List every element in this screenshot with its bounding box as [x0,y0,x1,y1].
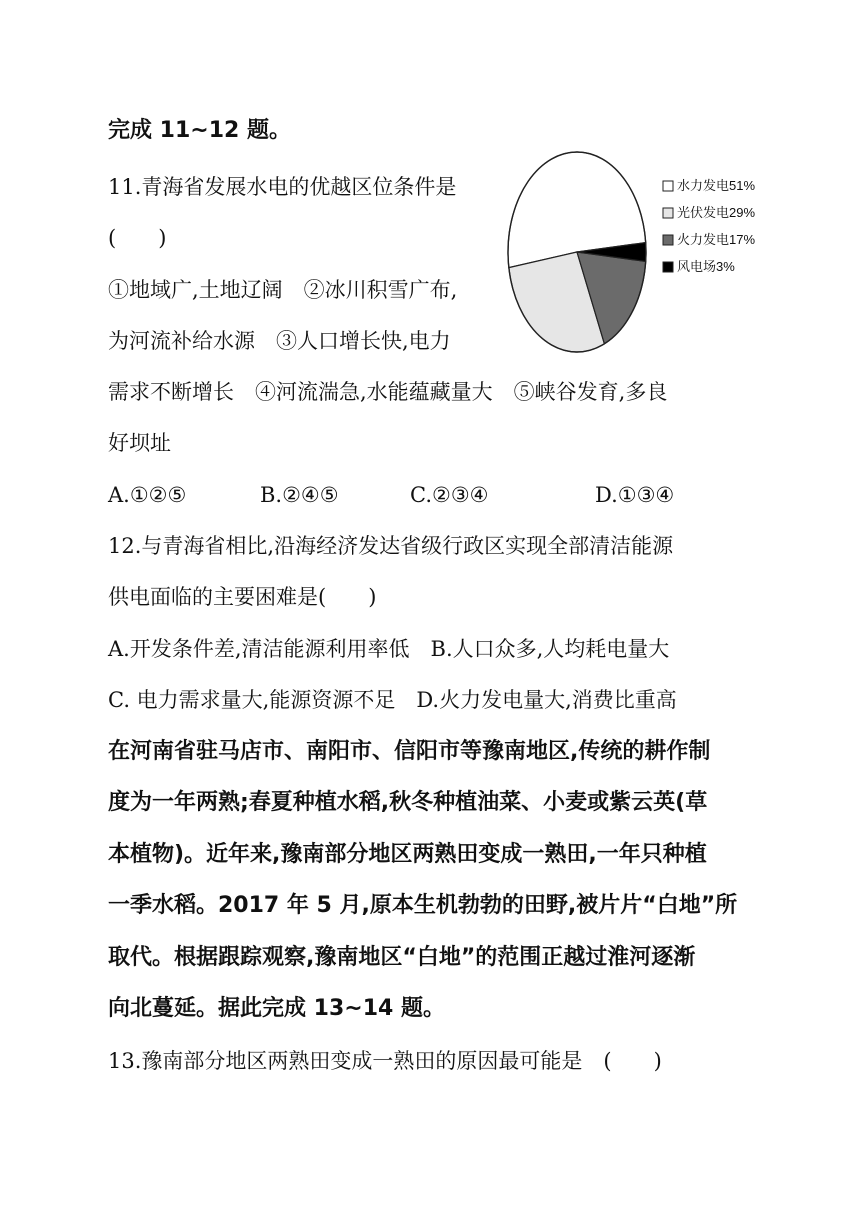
question-12-cont: 供电面临的主要困难是( ) [108,585,377,609]
passage-line-6: 向北蔓延。据此完成 13~14 题。 [108,996,445,1021]
option-a: A.①②⑤ [108,483,187,507]
option-c: C.②③④ [410,483,489,507]
passage-line-3: 本植物)。近年来,豫南部分地区两熟田变成一熟田,一年只种植 [108,842,707,867]
passage-line-2: 度为一年两熟;春夏种植水稻,秋冬种植油菜、小麦或紫云英(草 [108,790,708,815]
passage-line-1: 在河南省驻马店市、南阳市、信阳市等豫南地区,传统的耕作制 [108,739,711,764]
passage-line-5: 取代。根据跟踪观察,豫南地区“白地”的范围正越过淮河逐渐 [108,945,696,970]
legend-label-0: 水力发电51% [677,178,756,193]
question-11-statements-1: ①地域广,土地辽阔 ②冰川积雪广布, [108,278,458,302]
question-12: 12.与青海省相比,沿海经济发达省级行政区实现全部清洁能源 [108,534,674,558]
pie-chart [505,150,765,355]
legend-label-1: 光伏发电29% [677,205,756,220]
legend-swatch-3 [663,262,673,272]
line-1: 完成 11~12 题。 [108,118,291,143]
question-12-options-ab: A.开发条件差,清洁能源利用率低 B.人口众多,人均耗电量大 [108,637,670,661]
question-13: 13.豫南部分地区两熟田变成一熟田的原因最可能是 ( ) [108,1049,662,1073]
option-d: D.①③④ [595,483,675,507]
legend-swatch-1 [663,208,673,218]
question-11-statements-4: 好坝址 [108,431,171,455]
option-b: B.②④⑤ [260,483,339,507]
legend-label-2: 火力发电17% [677,232,756,247]
question-12-options-cd: C. 电力需求量大,能源资源不足 D.火力发电量大,消费比重高 [108,688,677,712]
legend-swatch-0 [663,181,673,191]
question-11: 11.青海省发展水电的优越区位条件是 [108,175,457,199]
question-11-bracket: ( ) [108,226,167,250]
passage-line-4: 一季水稻。2017 年 5 月,原本生机勃勃的田野,被片片“白地”所 [108,893,738,918]
legend-swatch-2 [663,235,673,245]
question-11-statements-2: 为河流补给水源 ③人口增长快,电力 [108,329,451,353]
question-11-statements-3: 需求不断增长 ④河流湍急,水能蕴藏量大 ⑤峡谷发育,多良 [108,380,668,404]
legend-label-3: 风电场3% [677,259,735,274]
